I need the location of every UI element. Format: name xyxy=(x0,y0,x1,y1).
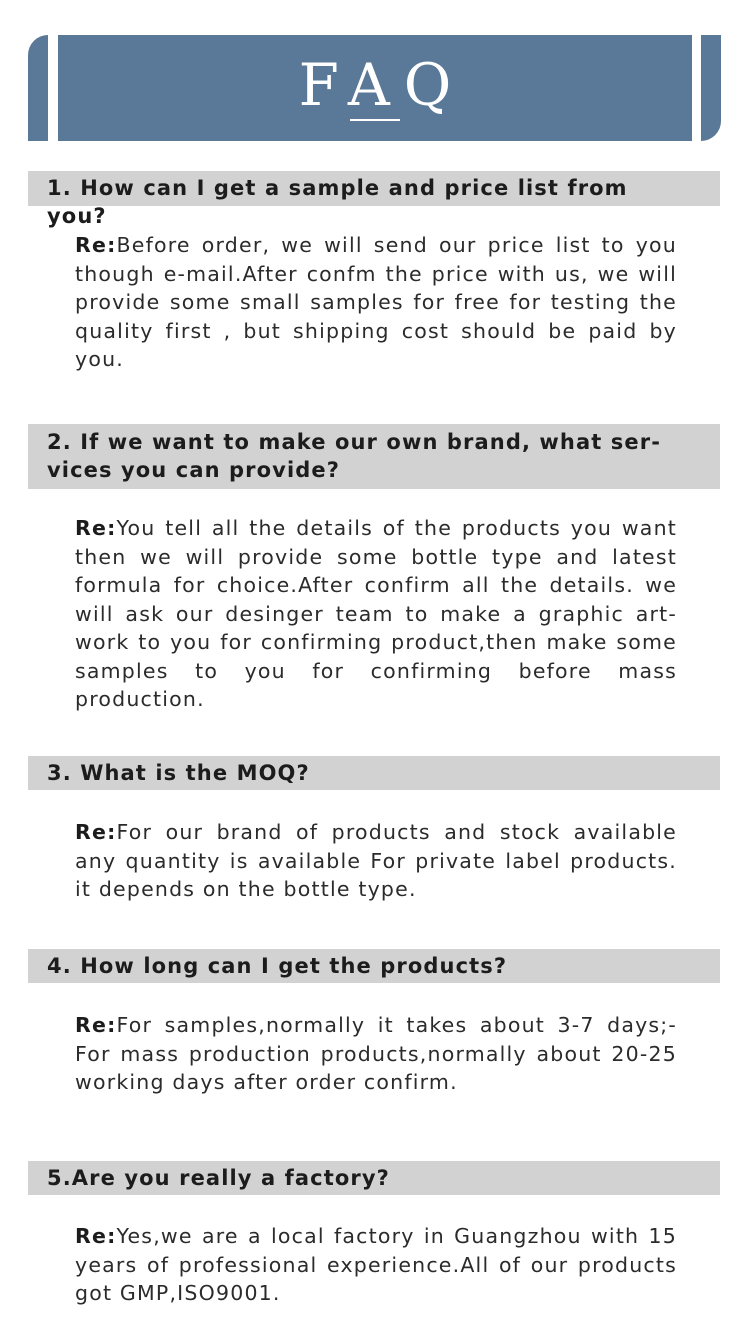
re-label: Re: xyxy=(75,1013,117,1037)
answer-2 xyxy=(75,514,677,714)
answer-text-5: Yes,we are a local factory in Guangzhou with 15 years of professional experience.All of our products got GMP,ISO9001. xyxy=(75,1224,677,1305)
answer-1 xyxy=(75,231,677,374)
answer-text-2: You tell all the details of the products you want then we will provide some bottle type and latest formula for choice.After confirm all the details. we will ask our desinger team to make a graphic art-work to you for confirming product,then make some samples to you for confirming before mass production. xyxy=(75,516,677,711)
answer-3 xyxy=(75,818,677,904)
question-5: 5.Are you really a factory? xyxy=(47,1166,390,1190)
title-underline xyxy=(350,119,400,121)
answer-text-4: For samples,normally it takes about 3-7 days;-For mass production products,normally about 20-25 working days after order confirm. xyxy=(75,1013,677,1094)
re-label: Re: xyxy=(75,233,117,257)
page-title: FAQ xyxy=(298,51,466,119)
answer-5 xyxy=(75,1222,677,1308)
question-4: 4. How long can I get the products? xyxy=(47,954,508,978)
question-2: 2. If we want to make our own brand, what ser-vices you can provide? xyxy=(47,430,662,482)
re-label: Re: xyxy=(75,820,117,844)
question-1: 1. How can I get a sample and price list from you? xyxy=(47,176,628,228)
re-label: Re: xyxy=(75,516,117,540)
answer-text-3: For our brand of products and stock available any quantity is available For private label products. it depends on the bottle type. xyxy=(75,820,677,901)
answer-4 xyxy=(75,1011,677,1097)
answer-text-1: Before order, we will send our price list to you though e-mail.After confm the price with us, we will provide some small samples for free for testing the quality first , but shipping cost should be paid by you. xyxy=(75,233,677,371)
question-3: 3. What is the MOQ? xyxy=(47,761,310,785)
re-label: Re: xyxy=(75,1224,117,1248)
